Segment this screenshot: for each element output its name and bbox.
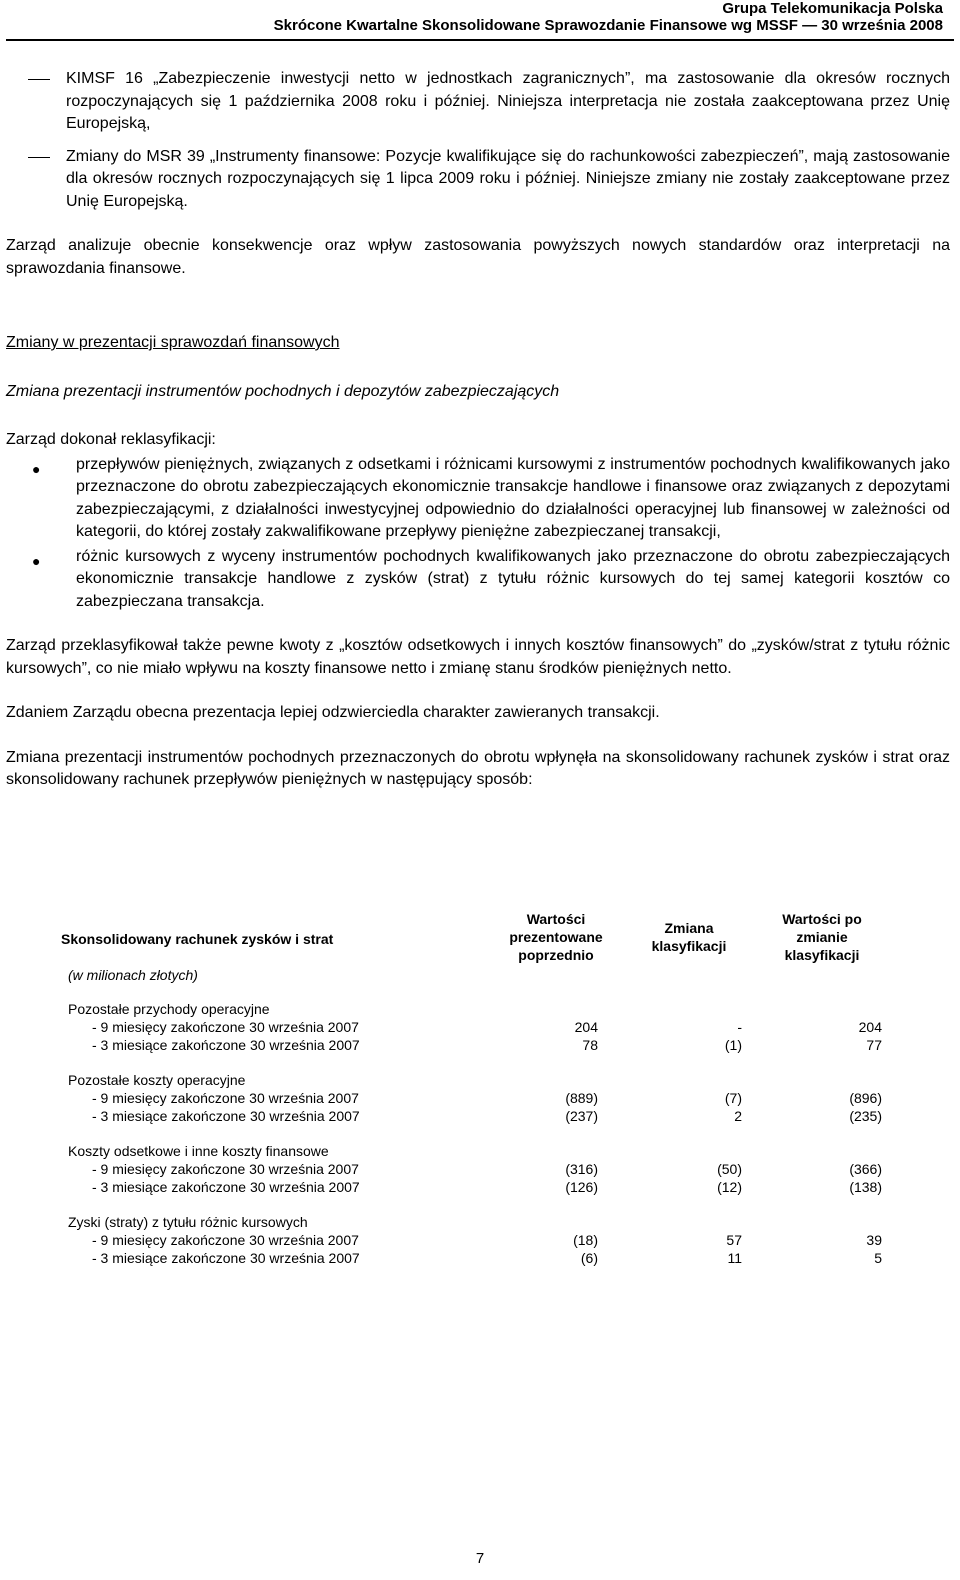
table-body (56, 1000, 896, 1284)
table-row: - 9 miesięcy zakończone 30 września 2007 (316) (50) (366) (92, 1161, 882, 1177)
column-header-after: Wartości po zmianie klasyfikacji (782, 911, 862, 963)
paragraph-analysis: Zarząd analizuje obecnie konsekwencje oraz wpływ zastosowania powyższych nowych standardów oraz interpretacji na sprawozdania finansowe. (6, 237, 950, 277)
table-row: - 3 miesiące zakończone 30 września 2007 (237) 2 (235) (92, 1108, 882, 1124)
table-title: Skonsolidowany rachunek zysków i strat (61, 931, 334, 947)
subsection-title: Zmiana prezentacji instrumentów pochodnych i depozytów zabezpieczających (6, 382, 560, 400)
bullet-dot-icon: ● (32, 552, 41, 569)
table-group (56, 1000, 896, 1054)
value-after: (138) (849, 1179, 882, 1195)
value-change: 11 (727, 1250, 742, 1266)
dash-marker (28, 79, 50, 80)
value-change: 2 (734, 1108, 742, 1124)
bullet-item (6, 454, 950, 544)
value-change: (1) (724, 1037, 742, 1053)
value-previous: 204 (574, 1019, 598, 1035)
value-previous: (237) (565, 1108, 598, 1124)
document-body (6, 68, 950, 792)
table-row: - 9 miesięcy zakończone 30 września 2007 204 - 204 (92, 1019, 882, 1035)
section-title: Zmiany w prezentacji sprawozdań finansowych (6, 334, 340, 351)
group-label: Pozostałe przychody operacyjne (68, 1001, 270, 1017)
value-change: (12) (717, 1179, 742, 1195)
value-after: (235) (849, 1108, 882, 1124)
report-title: Skrócone Kwartalne Skonsolidowane Sprawozdanie Finansowe wg MSSF — 30 września 2008 (273, 17, 943, 34)
table-group (56, 1071, 896, 1125)
bullet-item (6, 546, 950, 614)
table-row: - 3 miesiące zakończone 30 września 2007 78 (1) 77 (92, 1037, 882, 1053)
dash-marker (28, 157, 50, 158)
group-label: Pozostałe koszty operacyjne (68, 1072, 246, 1088)
table-row: - 3 miesiące zakończone 30 września 2007 (6) 11 5 (92, 1250, 882, 1266)
reclass-intro: Zarząd dokonał reklasyfikacji: (6, 431, 216, 448)
value-previous: (18) (573, 1232, 598, 1248)
group-label: Koszty odsetkowe i inne koszty finansowe (68, 1143, 329, 1159)
value-after: 77 (866, 1037, 882, 1053)
header-rule (6, 39, 954, 41)
paragraph-effect: Zmiana prezentacji instrumentów pochodnych przeznaczonych do obrotu wpłynęła na skonsolidowany rachunek zysków i strat oraz skonsolidowany rachunek przepływów pieniężnych w następujący sposób: (6, 748, 950, 788)
company-name: Grupa Telekomunikacja Polska (722, 0, 943, 17)
value-previous: (316) (565, 1161, 598, 1177)
column-header-change: Zmiana klasyfikacji (651, 920, 727, 954)
value-change: (7) (724, 1090, 742, 1106)
page-header (0, 0, 960, 42)
value-after: (896) (849, 1090, 882, 1106)
value-after: 39 (866, 1232, 882, 1248)
value-change: 57 (726, 1232, 742, 1248)
table-unit: (w milionach złotych) (68, 967, 198, 983)
table-group (56, 1142, 896, 1196)
dash-item (6, 146, 950, 214)
value-change: (50) (717, 1161, 742, 1177)
value-after: (366) (849, 1161, 882, 1177)
dash-item (6, 68, 950, 136)
bullet-text: różnic kursowych z wyceny instrumentów pochodnych kwalifikowanych jako przeznaczone do obrotu zabezpieczających ekonomicznie transakcje handlowe z zysków (strat) z tytułu różnic kursowych do tej samej kategorii kosztów co zabezpieczana transakcja. (76, 547, 950, 610)
table-row: - 3 miesiące zakończone 30 września 2007 (126) (12) (138) (92, 1179, 882, 1195)
bullet-text: przepływów pieniężnych, związanych z odsetkami i różnicami kursowymi z instrumentów pochodnych kwalifikowanych jako przeznaczone do obrotu zabezpieczających ekonomicznie transakcje handlowe i finansowe oraz związanych z depozytami zabezpieczającymi, z działalności inwestycyjnej odpowiednio do działalności operacyjnej lub finansowej w zależności od kategorii, do której zostały zakwalifikowane przepływy pieniężne zabezpieczanej transakcji, (76, 455, 950, 540)
paragraph-reclass: Zarząd przeklasyfikował także pewne kwoty z „kosztów odsetkowych i innych kosztów finansowych” do „zysków/strat z tytułu różnic kursowych”, co nie miało wpływu na koszty finansowe netto i zmianę stanu środków pieniężnych netto. (6, 637, 950, 677)
page-number: 7 (475, 1550, 485, 1567)
group-label: Zyski (straty) z tytułu różnic kursowych (68, 1214, 308, 1230)
value-previous: 78 (582, 1037, 598, 1053)
table-row: - 9 miesięcy zakończone 30 września 2007 (18) 57 39 (92, 1232, 882, 1248)
column-header-previous: Wartości prezentowane poprzednio (509, 911, 603, 963)
value-previous: (6) (580, 1250, 598, 1266)
value-previous: (889) (565, 1090, 598, 1106)
value-after: 5 (874, 1250, 882, 1266)
value-previous: (126) (565, 1179, 598, 1195)
value-after: 204 (858, 1019, 882, 1035)
table-group (56, 1213, 896, 1267)
dash-item-text: Zmiany do MSR 39 „Instrumenty finansowe: Pozycje kwalifikujące się do rachunkowości zabezpieczeń”, mają zastosowanie dla okresów rocznych rozpoczynających się 1 lipca 2009 roku i później. Niniejsze zmiany nie zostały zaakceptowane przez Unię Europejską. (66, 147, 950, 210)
value-change: - (737, 1019, 742, 1035)
dash-item-text: KIMSF 16 „Zabezpieczenie inwestycji netto w jednostkach zagranicznych”, ma zastosowanie dla okresów rocznych rozpoczynających się 1 października 2008 roku i później. Niniejsza interpretacja nie została zaakceptowana przez Unię Europejską, (66, 70, 950, 132)
paragraph-opinion: Zdaniem Zarządu obecna prezentacja lepiej odzwierciedla charakter zawieranych transakcji. (6, 704, 660, 721)
table-row: - 9 miesięcy zakończone 30 września 2007 (889) (7) (896) (92, 1090, 882, 1106)
bullet-dot-icon: ● (32, 460, 41, 477)
